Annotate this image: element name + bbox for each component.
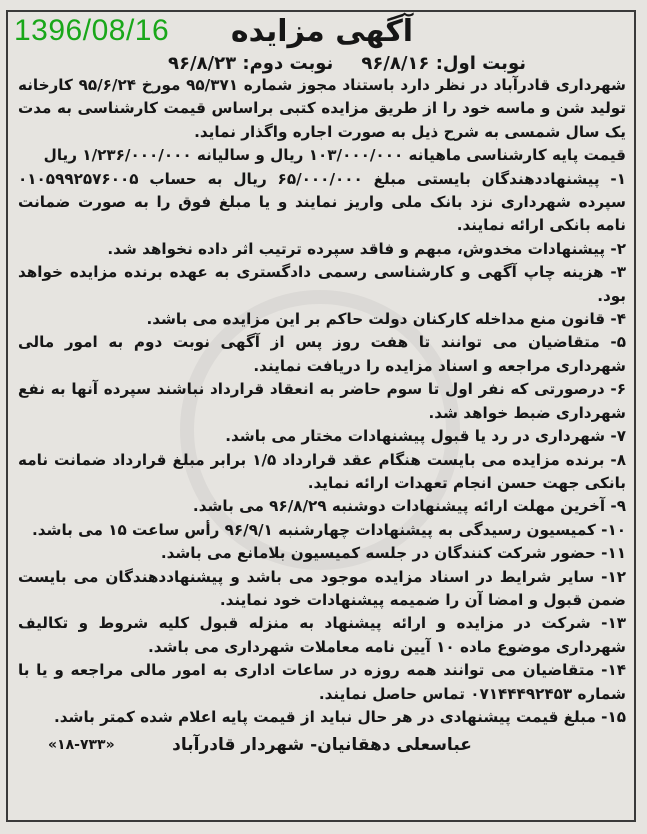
first-round-date: نوبت اول: ۹۶/۸/۱۶: [361, 53, 526, 74]
clause: ۵- متقاضیان می توانند تا هفت روز پس از آگهی نوبت دوم به امور مالی شهرداری مراجعه و اسناد مزایده را دریافت نمایند.: [18, 333, 626, 375]
clause: ۳- هزینه چاپ آگهی و کارشناسی رسمی دادگستری به عهده برنده مزایده خواهد بود.: [18, 263, 626, 305]
auction-notice: [18, 14, 626, 755]
ad-code: «۱۸-۷۳۳»: [48, 737, 115, 754]
clause: ۶- درصورتی که نفر اول تا سوم حاضر به انعقاد قرارداد نباشند سپرده آنها به نفع شهرداری ضبط خواهد شد.: [18, 380, 626, 422]
base-price: قیمت پایه کارشناسی ماهیانه ۱۰۳/۰۰۰/۰۰۰ ریال و سالیانه ۱/۲۳۶/۰۰۰/۰۰۰ ریال: [43, 146, 626, 165]
clause: ۲- پیشنهادات مخدوش، مبهم و فاقد سپرده ترتیب اثر داده نخواهد شد.: [107, 239, 626, 258]
clause: ۴- قانون منع مداخله کارکنان دولت حاکم بر این مزایده می باشد.: [146, 310, 626, 329]
clause: ۸- برنده مزایده می بایست هنگام عقد قرارداد ۱/۵ برابر مبلغ قرارداد ضمانت نامه بانکی جهت حسن انجام تعهدات ارائه نماید.: [18, 450, 626, 492]
signature: عباسعلی دهقانیان- شهردار قادرآباد: [172, 735, 472, 756]
clause: ۱۱- حضور شرکت کنندگان در جلسه کمیسیون بلامانع می باشد.: [160, 544, 626, 563]
round-dates: [18, 53, 626, 74]
intro-paragraph: شهرداری قادرآباد در نظر دارد باستناد مجوز شماره ۹۵/۳۷۱ مورخ ۹۵/۶/۲۴ کارخانه تولید شن و ماسه خود را از طریق مزایده کتبی براساس قیمت کارشناسی به مدت یک سال شمسی به شرح ذیل به صورت اجاره واگذار نماید.: [18, 76, 626, 141]
clause: ۱۲- سایر شرایط در اسناد مزایده موجود می باشد و پیشنهاددهندگان می بایست ضمن قبول و امضا آن را ضمیمه پیشنهادات خود نمایند.: [18, 567, 626, 609]
clause: ۱۳- شرکت در مزایده و ارائه پیشنهاد به منزله قبول کلیه شروط و تکالیف شهرداری موضوع ماده ۱۰ آیین نامه معاملات شهرداری می باشد.: [18, 614, 626, 656]
clause: ۱۰- کمیسیون رسیدگی به پیشنهادات چهارشنبه ۹۶/۹/۱ رأس ساعت ۱۵ می باشد.: [31, 520, 626, 539]
clause: ۹- آخرین مهلت ارائه پیشنهادات دوشنبه ۹۶/۸/۲۹ می باشد.: [192, 497, 626, 516]
second-round-date: نوبت دوم: ۹۶/۸/۲۳: [168, 53, 334, 74]
date-stamp: 1396/08/16: [14, 14, 170, 47]
clause: ۷- شهرداری در رد یا قبول پیشنهادات مختار می باشد.: [225, 427, 626, 446]
signature-line: [18, 735, 626, 755]
clause: ۱۴- متقاضیان می توانند همه روزه در ساعات اداری به امور مالی مراجعه و یا با شماره ۰۷۱۴۴۴۹۲۴۵۳ تماس حاصل نمایند.: [18, 661, 626, 703]
notice-title: آگهی مزایده: [230, 14, 414, 49]
clause: ۱۵- مبلغ قیمت پیشنهادی در هر حال نباید از قیمت پایه اعلام شده کمتر باشد.: [53, 707, 626, 726]
clause: ۱- پیشنهاددهندگان بایستی مبلغ ۶۵/۰۰۰/۰۰۰ ریال به حساب ۰۱۰۵۹۹۲۵۷۶۰۰۵ سپرده شهرداری نزد بانک ملی واریز نمایند و یا مبلغ فوق را به صورت ضمانت نامه بانکی ارائه نمایند.: [18, 169, 626, 235]
